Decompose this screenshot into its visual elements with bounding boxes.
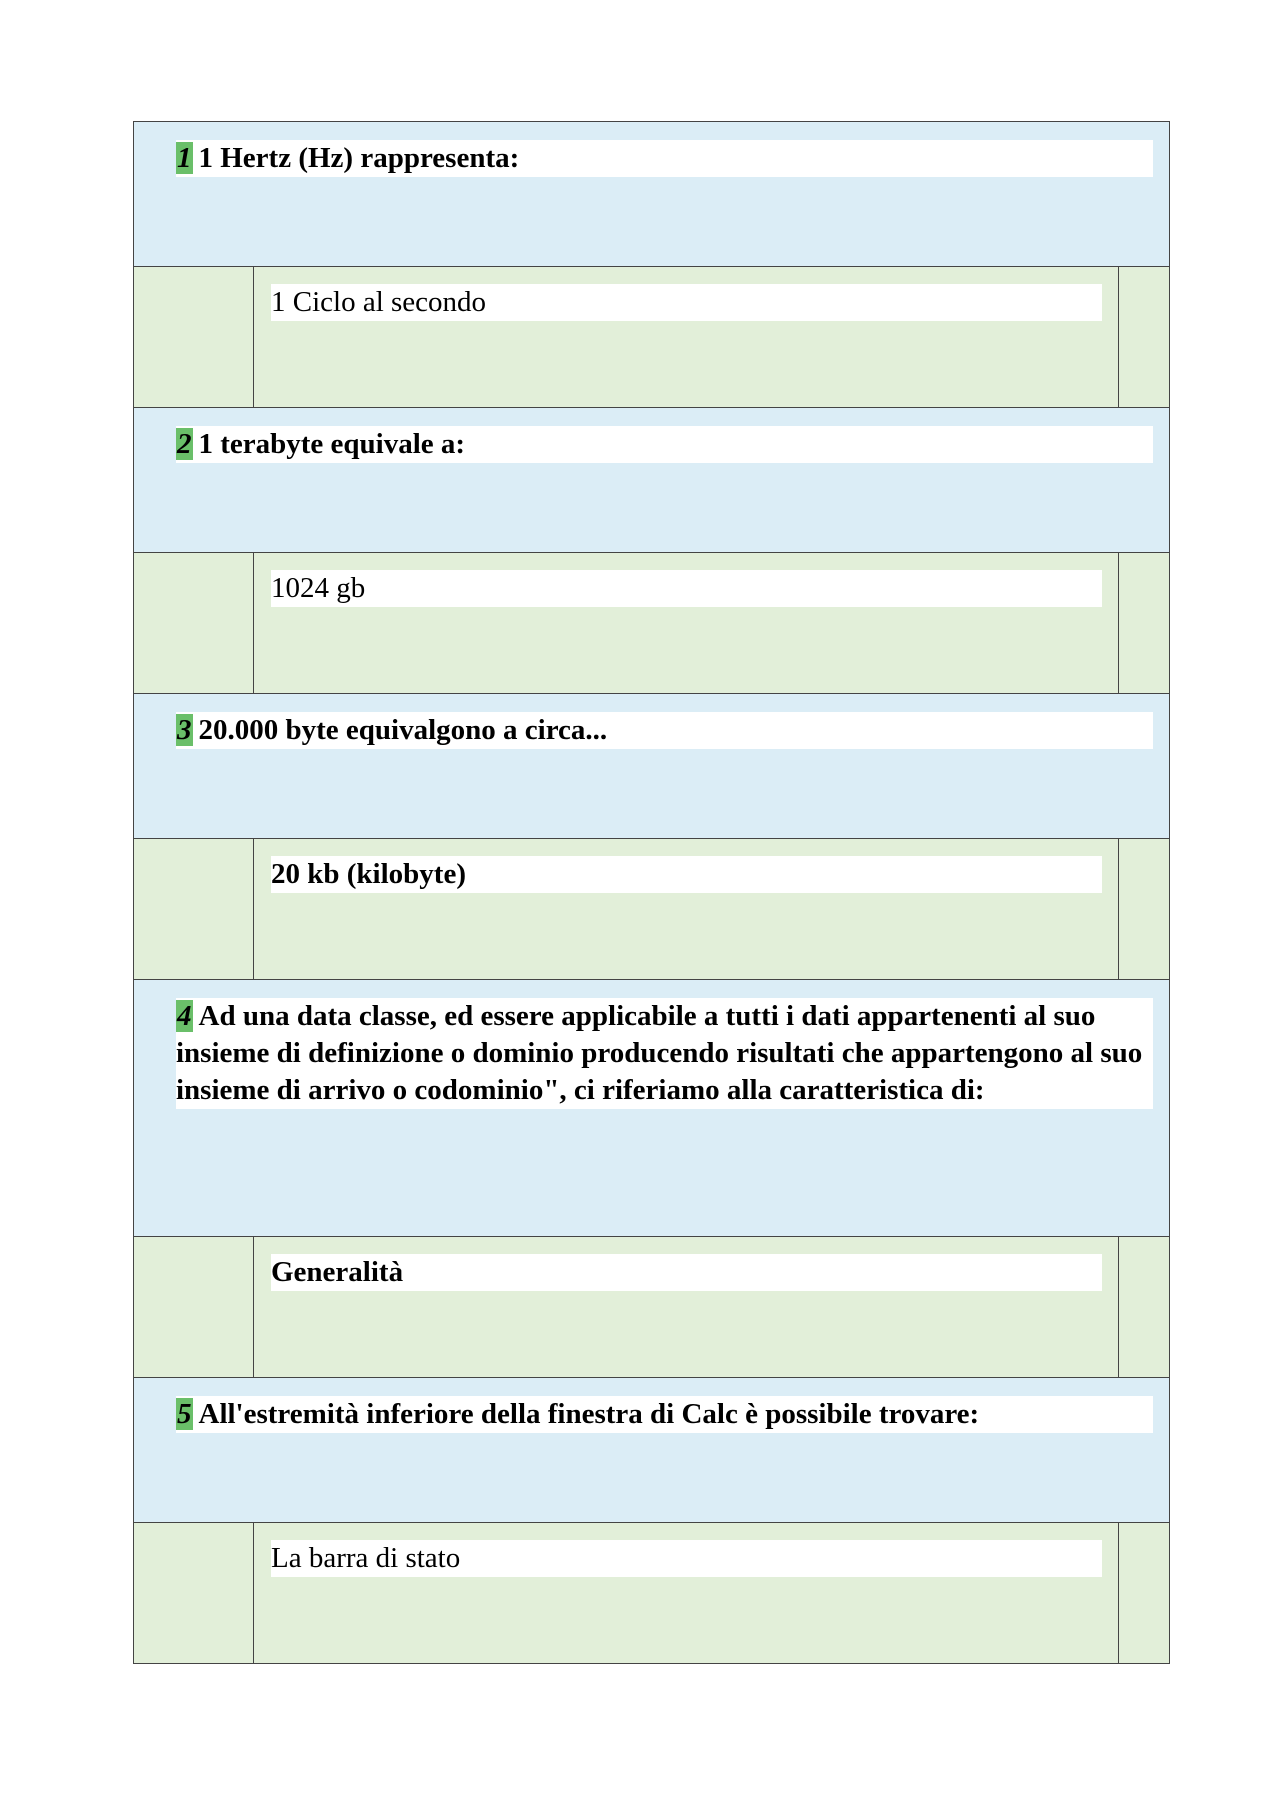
question-label-1: 1 Hertz (Hz) rappresenta: <box>198 142 520 174</box>
answer-cell-right-3 <box>1119 839 1169 979</box>
quiz-table <box>133 121 1170 1664</box>
question-row-4 <box>134 980 1169 1237</box>
answer-text-3: 20 kb (kilobyte) <box>271 856 1102 893</box>
answer-text-5: La barra di stato <box>271 1540 1102 1577</box>
question-label-4: Ad una data classe, ed essere applicabile a tutti i dati appartenenti al suo insieme di definizione o dominio producendo risultati che appartengono al suo insieme di arrivo o codominio", ci riferiamo alla caratteristica di: <box>176 1000 1143 1106</box>
answer-row-5 <box>134 1523 1169 1664</box>
answer-cell-right-2 <box>1119 553 1169 693</box>
answer-cell-left-2 <box>134 553 254 693</box>
answer-cell-3 <box>254 839 1119 979</box>
answer-cell-1 <box>254 267 1119 407</box>
question-label-2: 1 terabyte equivale a: <box>198 428 466 460</box>
question-text-2 <box>176 426 1153 463</box>
answer-cell-2 <box>254 553 1119 693</box>
question-text-4 <box>176 998 1153 1109</box>
question-number-3: 3 <box>177 714 192 746</box>
answer-row-2 <box>134 553 1169 694</box>
question-number-2: 2 <box>177 428 192 460</box>
answer-row-3 <box>134 839 1169 980</box>
question-text-1 <box>176 140 1153 177</box>
answer-cell-left-3 <box>134 839 254 979</box>
answer-cell-5 <box>254 1523 1119 1663</box>
question-row-5 <box>134 1378 1169 1523</box>
question-number-1: 1 <box>177 142 192 174</box>
question-number-4: 4 <box>177 1000 192 1032</box>
answer-cell-right-5 <box>1119 1523 1169 1663</box>
answer-cell-left-5 <box>134 1523 254 1663</box>
question-label-3: 20.000 byte equivalgono a circa... <box>198 714 608 746</box>
question-row-3 <box>134 694 1169 839</box>
answer-cell-right-4 <box>1119 1237 1169 1377</box>
answer-cell-right-1 <box>1119 267 1169 407</box>
question-row-1 <box>134 122 1169 267</box>
answer-text-2: 1024 gb <box>271 570 1102 607</box>
question-text-3 <box>176 712 1153 749</box>
question-row-2 <box>134 408 1169 553</box>
question-label-5: All'estremità inferiore della finestra di Calc è possibile trovare: <box>198 1398 980 1430</box>
answer-row-4 <box>134 1237 1169 1378</box>
answer-cell-left-4 <box>134 1237 254 1377</box>
answer-cell-4 <box>254 1237 1119 1377</box>
answer-cell-left-1 <box>134 267 254 407</box>
question-number-5: 5 <box>177 1398 192 1430</box>
answer-row-1 <box>134 267 1169 408</box>
question-text-5 <box>176 1396 1153 1433</box>
answer-text-1: 1 Ciclo al secondo <box>271 284 1102 321</box>
answer-text-4: Generalità <box>271 1254 1102 1291</box>
